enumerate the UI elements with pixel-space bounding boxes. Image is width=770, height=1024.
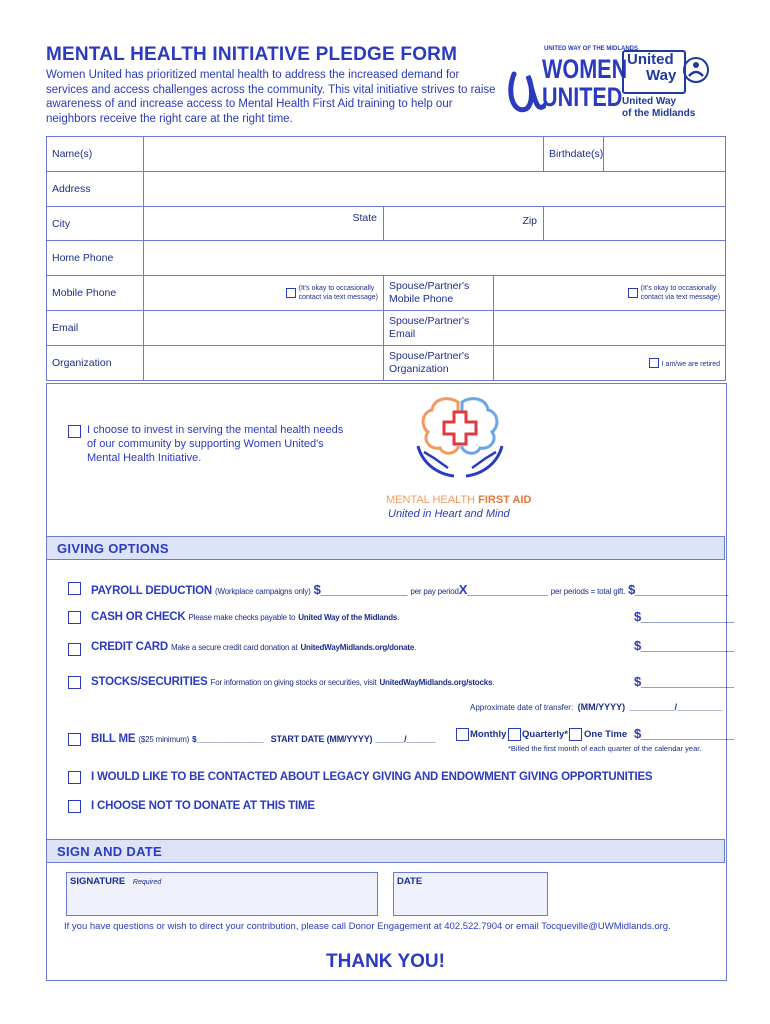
stocks-url-link[interactable]: UnitedWayMidlands.org/stocks <box>379 678 493 687</box>
payroll-periods-blank[interactable]: _____________ <box>467 585 548 597</box>
legacy-label: I WOULD LIKE TO BE CONTACTED ABOUT LEGACY GIVING AND ENDOWMENT GIVING OPPORTUNITIES <box>91 771 653 783</box>
bill-me-line: BILL ME ($25 minimum) $______________ START DATE (MM/YYYY) ______/______ <box>91 733 436 745</box>
date-field[interactable]: DATE <box>393 872 548 916</box>
spouse-mobile-label: Spouse/Partner's Mobile Phone <box>384 276 494 311</box>
mental-health-brain-icon <box>410 390 510 490</box>
legacy-checkbox[interactable] <box>68 771 81 784</box>
spouse-mobile-input[interactable]: (It's okay to occasionally contact via text message) <box>494 276 726 311</box>
spouse-org-label: Spouse/Partner's Organization <box>384 346 494 381</box>
city-row <box>47 207 726 241</box>
thank-you: THANK YOU! <box>326 951 445 972</box>
mobile-phone-label: Mobile Phone <box>47 276 144 311</box>
monthly-checkbox[interactable] <box>456 728 469 741</box>
names-row <box>47 137 726 172</box>
invest-checkbox[interactable] <box>68 425 81 438</box>
cash-amount-blank[interactable]: _______________ <box>641 612 734 624</box>
mobile-phone-input[interactable]: (It's okay to occasionally contact via text message) <box>144 276 384 311</box>
form-title: MENTAL HEALTH INITIATIVE PLEDGE FORM <box>46 44 458 65</box>
mhfa-tagline: United in Heart and Mind <box>388 508 510 520</box>
birthdates-label: Birthdate(s) <box>544 137 604 172</box>
bill-amount-blank[interactable]: ______________ <box>196 734 264 744</box>
spouse-org-input[interactable]: I am/we are retired <box>494 346 726 381</box>
intro-text: Women United has prioritized mental health to address the increased demand for services and access challenges across the community. This vital initiative strives to raise awareness of and increase access to Mental Health First Aid training to help our neighbors receive the right care at the right time. <box>46 69 496 125</box>
names-input[interactable] <box>144 137 544 172</box>
giving-options-header: GIVING OPTIONS <box>46 536 725 560</box>
payroll-checkbox[interactable] <box>68 582 81 595</box>
contact-note: If you have questions or wish to direct your contribution, please call Donor Engagement at 402.522.7904 or email Tocqueville@UWMidlands.org. <box>64 921 671 932</box>
home-phone-row <box>47 241 726 276</box>
payroll-amount-blank[interactable]: ______________ <box>320 585 408 597</box>
united-way-logo: United Way United Way of the Midlands <box>622 50 708 120</box>
home-phone-input[interactable] <box>144 241 726 276</box>
organization-label: Organization <box>47 346 144 381</box>
quarterly-checkbox[interactable] <box>508 728 521 741</box>
address-label: Address <box>47 172 144 207</box>
spouse-email-input[interactable] <box>494 311 726 346</box>
zip-input[interactable] <box>544 207 726 241</box>
stocks-line: STOCKS/SECURITIES For information on giving stocks or securities, visit UnitedWayMidlands.org/stocks. <box>91 676 495 688</box>
birthdates-input[interactable] <box>604 137 726 172</box>
cash-line: CASH OR CHECK Please make checks payable to United Way of the Midlands. <box>91 611 400 623</box>
text-ok-checkbox[interactable] <box>286 288 296 298</box>
address-row <box>47 172 726 207</box>
payroll-line: PAYROLL DEDUCTION (Workplace campaigns only) $______________ per pay periodX_____________ per periods = total gift. $_______________ <box>91 582 729 597</box>
stocks-amount-blank[interactable]: _______________ <box>641 677 734 689</box>
w-swirl-icon <box>506 54 546 124</box>
zip-label: Zip <box>522 215 538 227</box>
women-united-logo: UNITED WAY OF THE MIDLANDS WOMEN UNITED <box>506 46 624 118</box>
transfer-date-blank[interactable]: _________/_________ <box>629 702 723 712</box>
quarterly-note: *Billed the first month of each quarter of the calendar year. <box>508 744 702 753</box>
names-label: Name(s) <box>47 137 144 172</box>
cash-checkbox[interactable] <box>68 611 81 624</box>
organization-input[interactable] <box>144 346 384 381</box>
credit-card-checkbox[interactable] <box>68 643 81 656</box>
united-way-hand-icon <box>682 56 710 84</box>
transfer-date-line: Approximate date of transfer: (MM/YYYY) _________/_________ <box>470 702 723 712</box>
email-input[interactable] <box>144 311 384 346</box>
sign-date-header: SIGN AND DATE <box>46 839 725 863</box>
email-row <box>47 311 726 346</box>
home-phone-label: Home Phone <box>47 241 144 276</box>
mhfa-label: MENTAL HEALTH FIRST AID <box>386 494 532 506</box>
address-input[interactable] <box>144 172 726 207</box>
credit-line: CREDIT CARD Make a secure credit card donation at UnitedWayMidlands.org/donate. <box>91 641 417 653</box>
state-label: State <box>352 212 377 224</box>
retired-checkbox[interactable] <box>649 358 659 368</box>
credit-url-link[interactable]: UnitedWayMidlands.org/donate <box>300 643 415 652</box>
credit-amount-blank[interactable]: _______________ <box>641 641 734 653</box>
city-input[interactable] <box>144 207 384 241</box>
bill-total-blank[interactable]: _______________ <box>641 729 734 741</box>
state-input[interactable] <box>384 207 544 241</box>
mobile-phone-row <box>47 276 726 311</box>
city-label: City <box>47 207 144 241</box>
start-date-blank[interactable]: ______/______ <box>375 734 436 744</box>
spouse-email-label: Spouse/Partner's Email <box>384 311 494 346</box>
no-donate-label: I CHOOSE NOT TO DONATE AT THIS TIME <box>91 800 315 812</box>
payroll-total-blank[interactable]: _______________ <box>635 585 729 597</box>
spouse-text-ok-checkbox[interactable] <box>628 288 638 298</box>
contact-info-table <box>46 136 726 381</box>
email-label: Email <box>47 311 144 346</box>
stocks-checkbox[interactable] <box>68 676 81 689</box>
no-donate-checkbox[interactable] <box>68 800 81 813</box>
organization-row <box>47 346 726 381</box>
one-time-checkbox[interactable] <box>569 728 582 741</box>
invest-text: I choose to invest in serving the mental health needs of our community by supporting Women United's Mental Health Initiative. <box>87 424 344 464</box>
signature-field[interactable]: SIGNATURE Required <box>66 872 378 916</box>
bill-me-checkbox[interactable] <box>68 733 81 746</box>
